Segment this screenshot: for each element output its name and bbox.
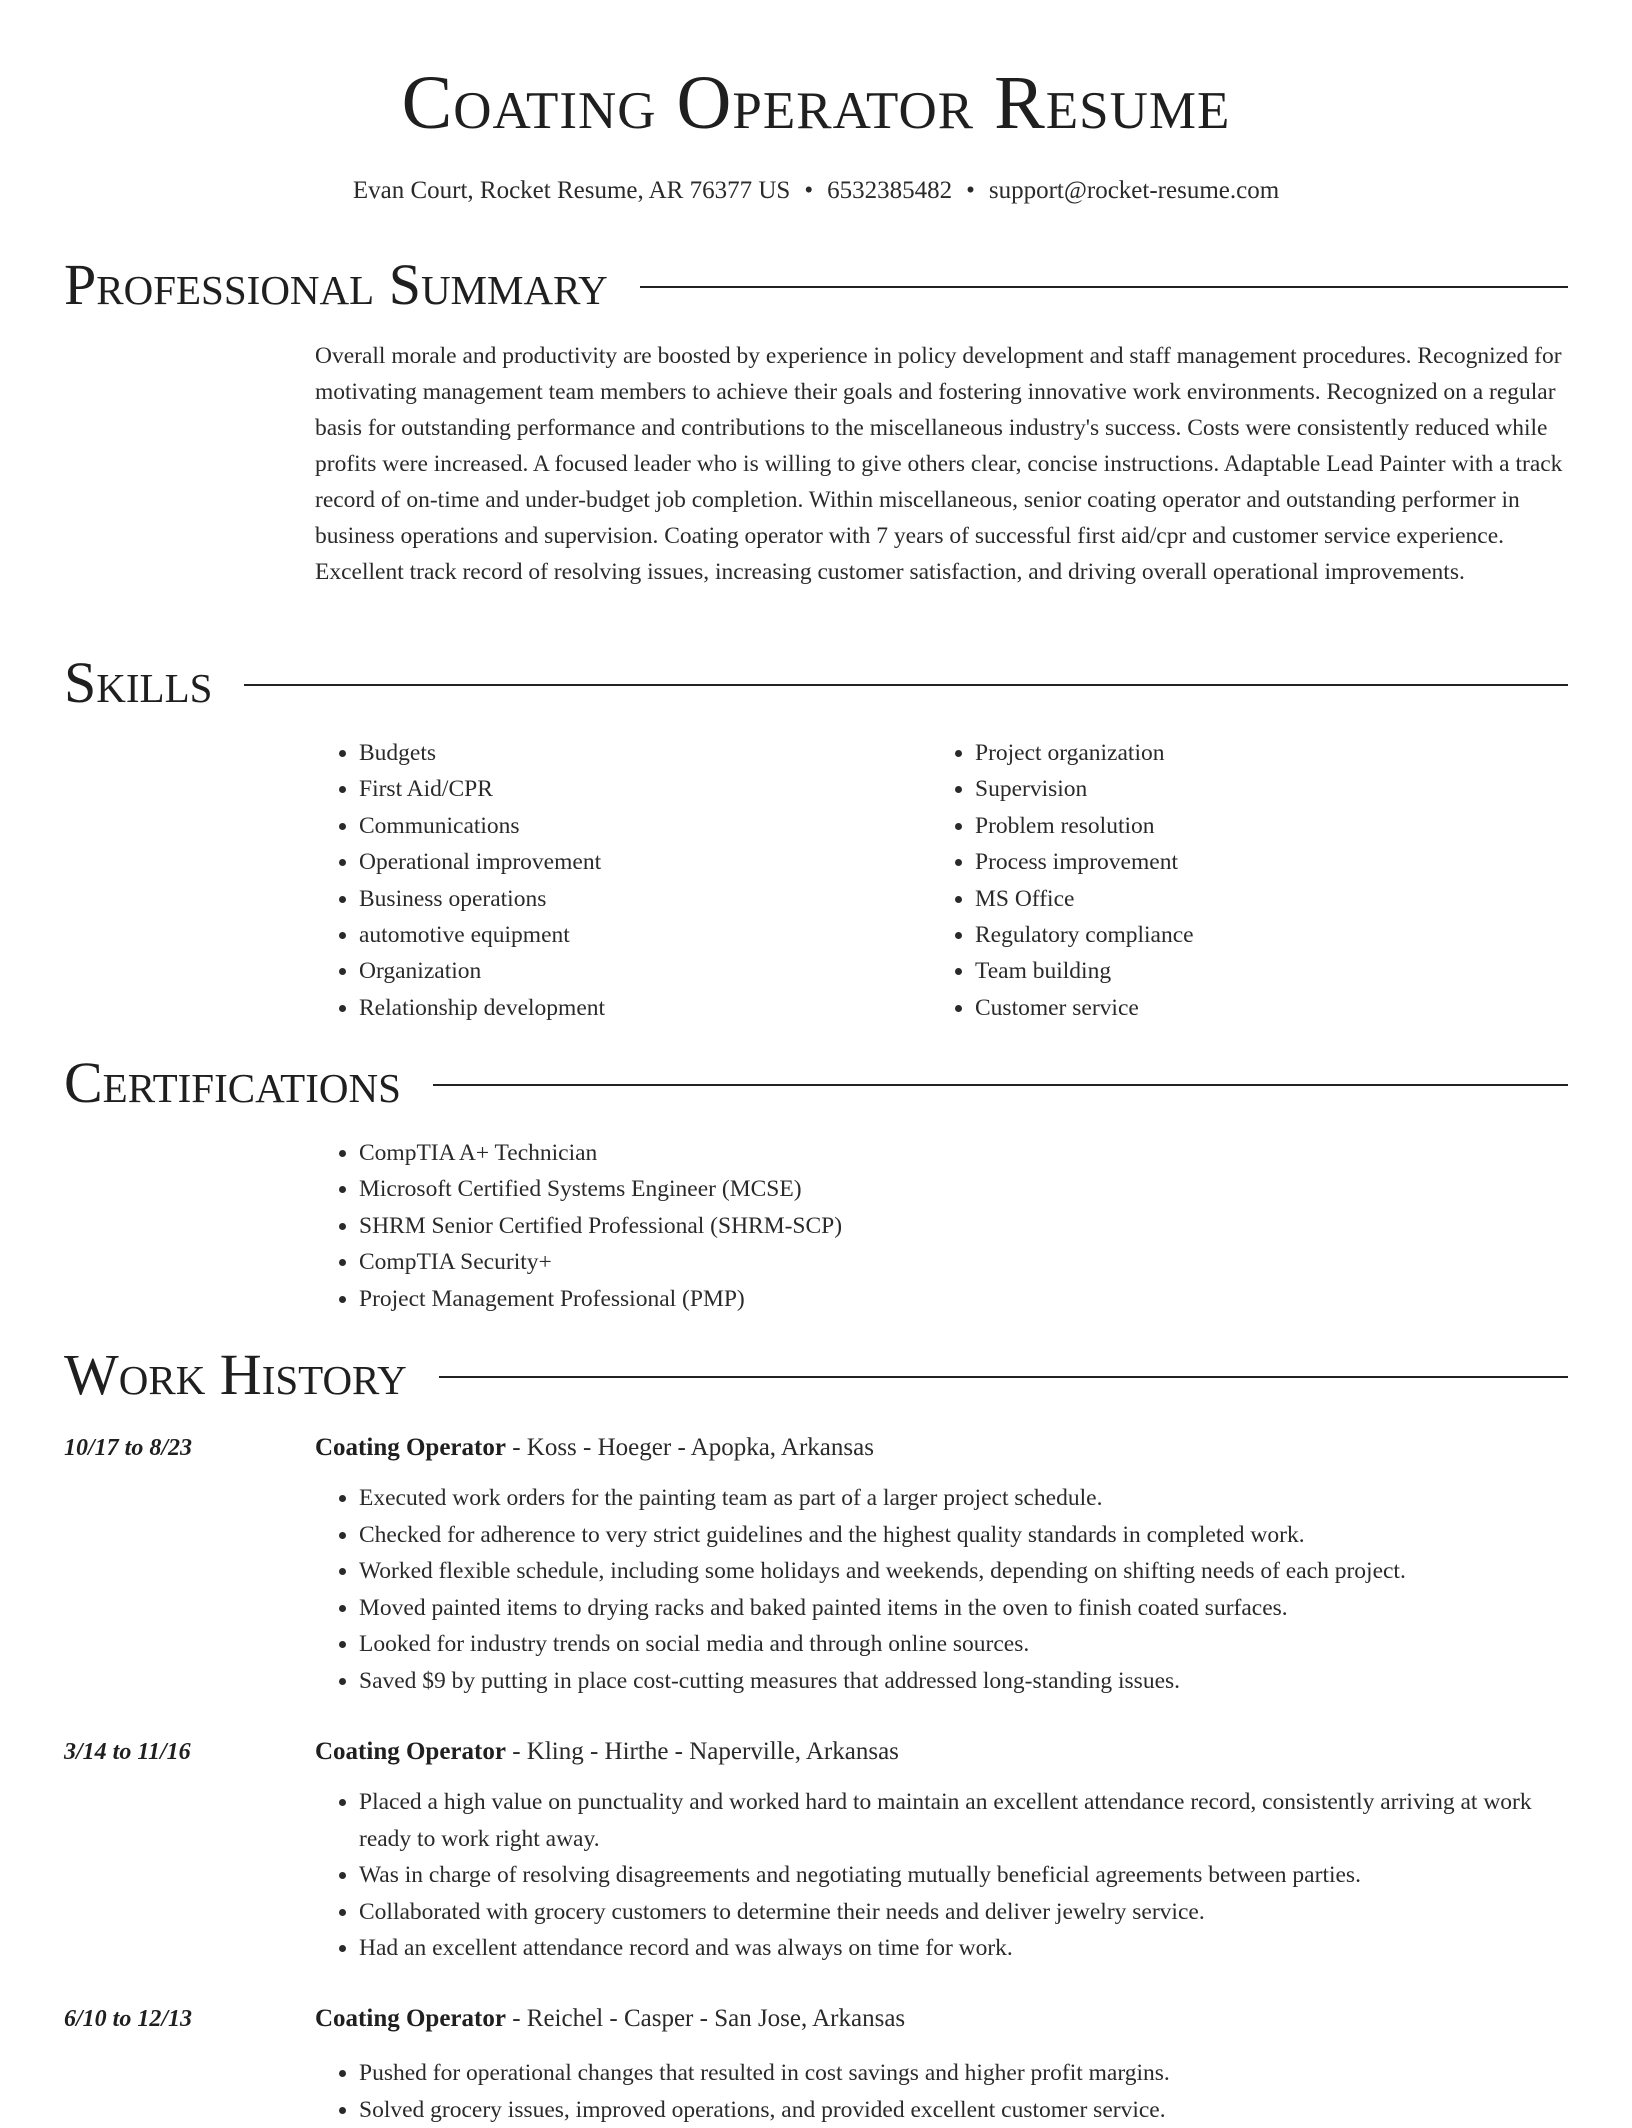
job-heading: [315, 1735, 1568, 1769]
job-duties: [315, 2055, 1568, 2128]
contact-email: support@rocket-resume.com: [988, 177, 1280, 204]
certification-item: • CompTIA A+ Technician: [359, 1135, 1515, 1171]
section-divider: [433, 1084, 1568, 1086]
contact-separator: •: [804, 177, 814, 204]
job-duty-item: • Checked for adherence to very strict guidelines and the highest quality standards in completed work.: [359, 1517, 1568, 1554]
job-duty-item: • Placed a high value on punctuality and worked hard to maintain an excellent attendance record, consistently arriving at work ready to work right away.: [359, 1784, 1568, 1857]
job-dates: 10/17 to 8/23: [64, 1435, 193, 1461]
skill-item: • Team building: [975, 953, 1531, 989]
job-duty-item: • Solved grocery issues, improved operations, and provided excellent customer service.: [359, 2092, 1568, 2128]
section-divider: [244, 684, 1568, 686]
skills-column-left: [315, 735, 915, 1026]
work-history-section-header: [64, 1343, 1568, 1407]
skill-item: • Business operations: [359, 881, 915, 917]
job-duty-item: • Executed work orders for the painting team as part of a larger project schedule.: [359, 1480, 1568, 1517]
job-duties: [315, 1480, 1568, 1700]
resume-title: Coating Operator Resume: [401, 61, 1231, 145]
contact-line: [0, 174, 1632, 208]
job-dates: 3/14 to 11/16: [64, 1739, 191, 1765]
skill-item: • Communications: [359, 808, 915, 844]
contact-phone: 6532385482: [827, 177, 953, 204]
job-role: Coating Operator: [315, 2005, 506, 2032]
skills-column-right: [931, 735, 1531, 1026]
certification-item: • Microsoft Certified Systems Engineer (MCSE): [359, 1171, 1515, 1207]
certifications-section-header: [64, 1051, 1568, 1115]
summary-heading: Professional Summary: [64, 252, 608, 317]
job-duty-item: • Looked for industry trends on social media and through online sources.: [359, 1626, 1568, 1663]
skill-item: • automotive equipment: [359, 917, 915, 953]
skill-item: • Supervision: [975, 771, 1531, 807]
job-duty-item: • Had an excellent attendance record and was always on time for work.: [359, 1930, 1568, 1967]
job-dates: 6/10 to 12/13: [64, 2006, 193, 2032]
skill-item: • Relationship development: [359, 990, 915, 1026]
job-role: Coating Operator: [315, 1738, 506, 1765]
job-duty-item: • Worked flexible schedule, including some holidays and weekends, depending on shifting needs of each project.: [359, 1553, 1568, 1590]
skill-item: • MS Office: [975, 881, 1531, 917]
skill-item: • Organization: [359, 953, 915, 989]
skill-item: • Regulatory compliance: [975, 917, 1531, 953]
job-heading: [315, 1431, 1568, 1465]
job-employer: - Koss - Hoeger - Apopka, Arkansas: [505, 1434, 874, 1461]
skill-item: • Budgets: [359, 735, 915, 771]
section-divider: [439, 1376, 1568, 1378]
skill-item: • Process improvement: [975, 844, 1531, 880]
certifications-list: [315, 1135, 1515, 1317]
skill-item: • Project organization: [975, 735, 1531, 771]
certifications-heading: Certifications: [64, 1050, 401, 1115]
job-role: Coating Operator: [315, 1434, 506, 1461]
job-duty-item: • Moved painted items to drying racks and baked painted items in the oven to finish coated surfaces.: [359, 1590, 1568, 1627]
skill-item: • First Aid/CPR: [359, 771, 915, 807]
skills-heading: Skills: [64, 650, 213, 715]
work-history-heading: Work History: [64, 1342, 407, 1407]
skill-item: • Customer service: [975, 990, 1531, 1026]
job-duty-item: • Pushed for operational changes that resulted in cost savings and higher profit margins.: [359, 2055, 1568, 2092]
skills-section-header: [64, 651, 1568, 715]
job-duty-item: • Collaborated with grocery customers to determine their needs and deliver jewelry service.: [359, 1894, 1568, 1931]
certification-item: • SHRM Senior Certified Professional (SHRM-SCP): [359, 1208, 1515, 1244]
section-divider: [640, 286, 1568, 288]
job-duty-item: • Was in charge of resolving disagreements and negotiating mutually beneficial agreements between parties.: [359, 1857, 1568, 1894]
skill-item: • Problem resolution: [975, 808, 1531, 844]
certification-item: • Project Management Professional (PMP): [359, 1281, 1515, 1317]
job-duty-item: • Saved $9 by putting in place cost-cutting measures that addressed long-standing issues.: [359, 1663, 1568, 1700]
job-employer: - Reichel - Casper - San Jose, Arkansas: [505, 2005, 906, 2032]
job-employer: - Kling - Hirthe - Naperville, Arkansas: [505, 1738, 899, 1765]
summary-section-header: [64, 253, 1568, 317]
summary-text: Overall morale and productivity are boosted by experience in policy development and staff management procedures. Recognized for motivating management team members to achieve their goals and fostering innovative work environments. Recognized on a regular basis for outstanding performance and contributions to the miscellaneous industry's success. Costs were consistently reduced while profits were increased. A focused leader who is willing to give others clear, concise instructions. Adaptable Lead Painter with a track record of on-time and under-budget job completion. Within miscellaneous, senior coating operator and outstanding performer in business operations and supervision. Coating operator with 7 years of successful first aid/cpr and customer service experience. Excellent track record of resolving issues, increasing customer satisfaction, and driving overall operational improvements.: [315, 343, 1563, 585]
certification-item: • CompTIA Security+: [359, 1244, 1515, 1280]
job-heading: [315, 2002, 1568, 2036]
job-duties: [315, 1784, 1568, 1967]
contact-separator: •: [966, 177, 975, 204]
contact-address: Evan Court, Rocket Resume, AR 76377 US: [352, 177, 791, 204]
skill-item: • Operational improvement: [359, 844, 915, 880]
